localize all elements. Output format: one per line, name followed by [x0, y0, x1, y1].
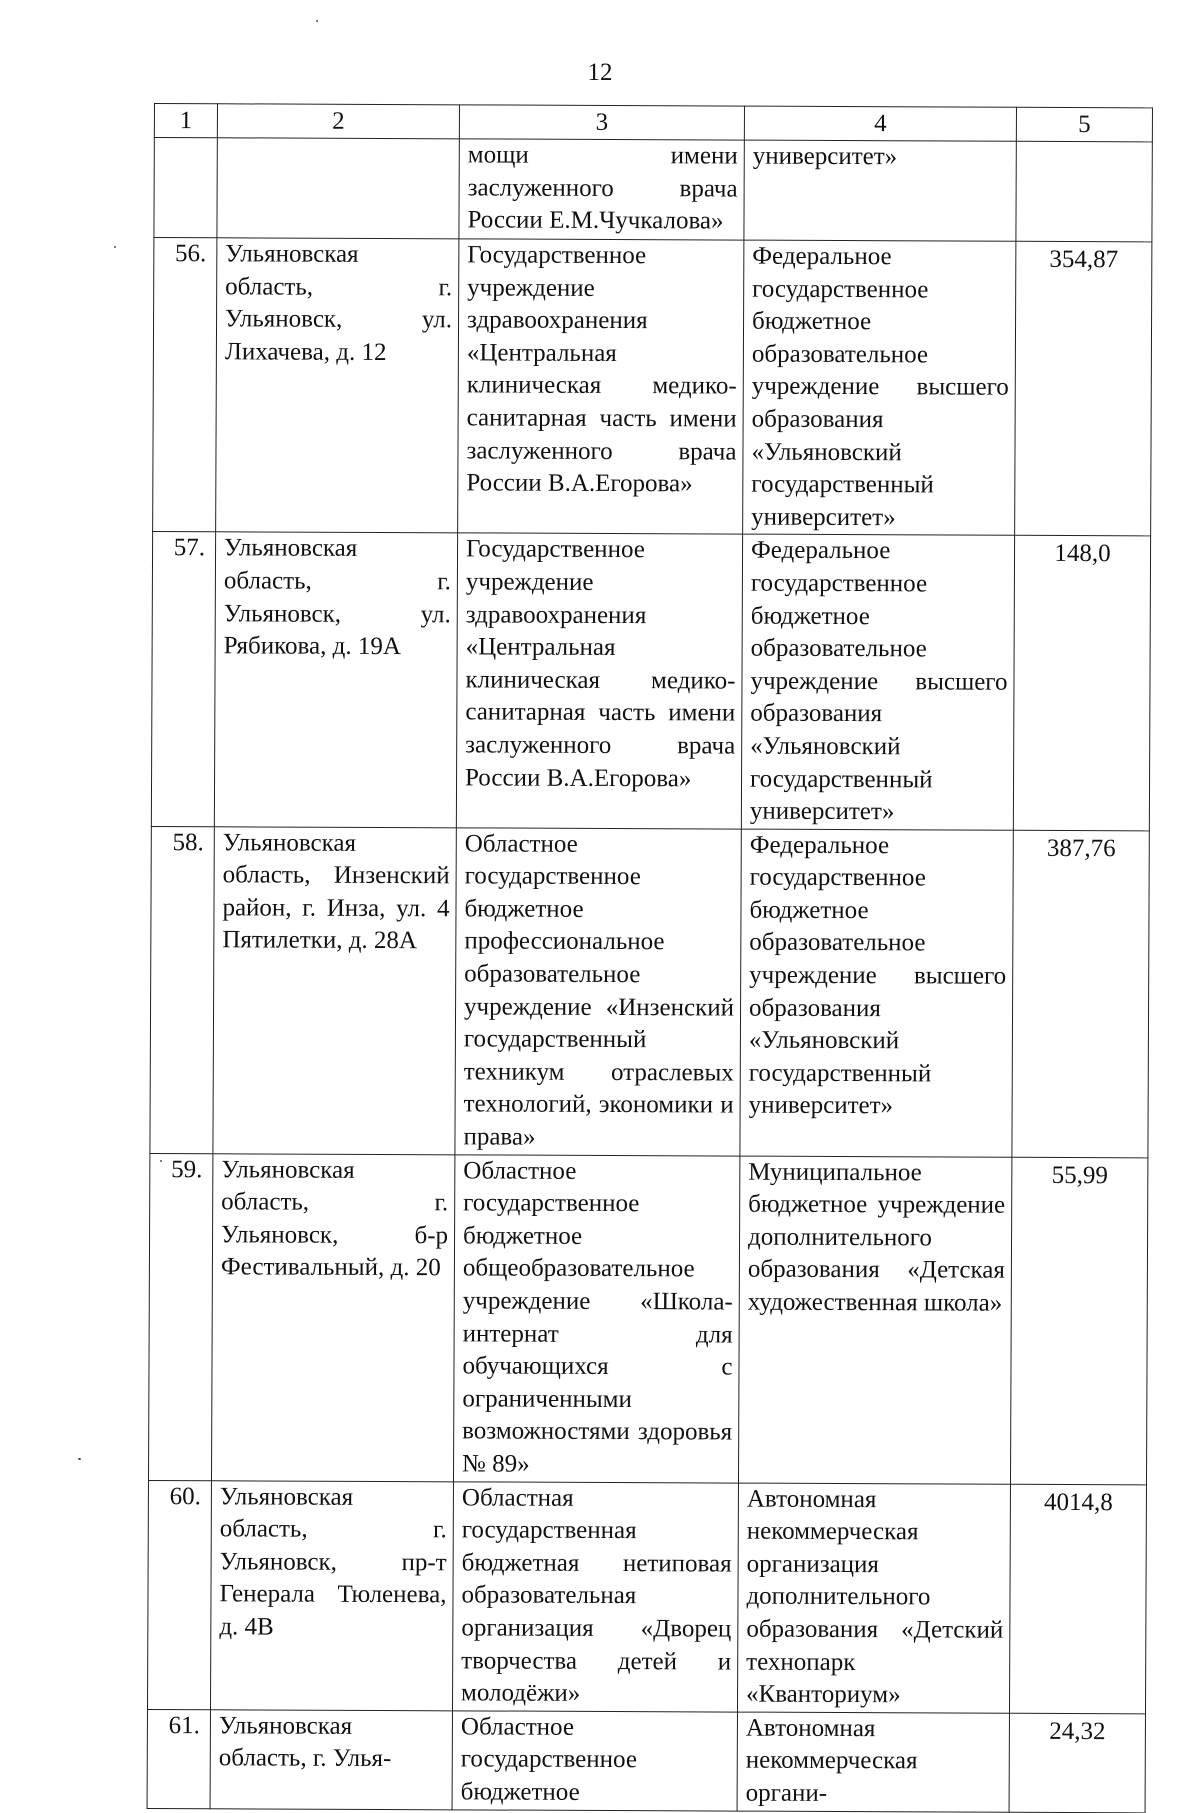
area-cell: 4014,8 — [1009, 1484, 1146, 1714]
column-header: 3 — [459, 105, 744, 140]
recipient-cell: Автономная некоммерческая организация дополнительного образования «Детский технопарк «Кванториум» — [737, 1483, 1010, 1713]
scan-speck — [114, 246, 116, 248]
address-cell: Ульяновская область, г. Ульяновск, ул. Лихачева, д. 12 — [216, 238, 459, 533]
column-header: 1 — [154, 104, 217, 138]
table-row — [147, 1480, 1146, 1714]
address-cell: Ульяновская область, Инзенский район, г. Инза, ул. 4 Пятилетки, д. 28А — [213, 826, 456, 1154]
recipient-cell: Федеральное государственное бюджетное образовательное учреждение высшего образования «Ульяновский государственный университет» — [741, 534, 1014, 830]
row-number: 58. — [150, 826, 214, 1153]
address-cell — [217, 138, 459, 239]
area-cell — [1016, 141, 1152, 242]
column-header: 5 — [1016, 107, 1152, 142]
area-cell: 55,99 — [1010, 1157, 1147, 1485]
address-cell: Ульяновская область, г. Улья- — [210, 1709, 452, 1809]
table-row — [148, 1153, 1147, 1484]
holder-cell: Государственное учреждение здравоохранения «Центральная клиническая медико-санитарная часть имени заслуженного врача России В.А.Егорова» — [458, 239, 744, 535]
area-cell: 354,87 — [1015, 241, 1152, 536]
column-header: 2 — [217, 104, 459, 139]
holder-cell: мощи имени заслуженного врача России Е.М.Чучкалова» — [459, 139, 744, 240]
row-number: 57. — [151, 532, 215, 827]
table-header-row — [154, 104, 1152, 142]
table-row — [147, 1709, 1145, 1812]
row-number: 60. — [147, 1480, 211, 1709]
holder-cell: Государственное учреждение здравоохранения «Центральная клиническая медико-санитарная часть имени заслуженного врача России В.А.Егорова» — [456, 533, 742, 829]
address-cell: Ульяновская область, г. Ульяновск, пр-т Генерала Тюленева, д. 4В — [210, 1480, 453, 1710]
scan-speck — [160, 1160, 162, 1162]
area-cell: 387,76 — [1012, 830, 1149, 1158]
page-number: 12 — [587, 59, 613, 86]
area-cell: 24,32 — [1009, 1713, 1145, 1812]
recipient-cell: Федеральное государственное бюджетное образовательное учреждение высшего образования «Ульяновский государственный университет» — [740, 829, 1013, 1157]
table-row — [150, 826, 1149, 1157]
row-number: 56. — [153, 238, 217, 533]
allocation-table — [147, 103, 1153, 1813]
row-number: 61. — [147, 1709, 210, 1808]
recipient-cell: Муниципальное бюджетное учреждение дополнительного образования «Детская художественная школа» — [738, 1156, 1011, 1484]
table-row — [154, 138, 1152, 242]
recipient-cell: университет» — [744, 140, 1016, 241]
area-cell: 148,0 — [1013, 536, 1150, 831]
holder-cell: Областная государственная бюджетная нетиповая образовательная организация «Дворец творчества детей и молодёжи» — [452, 1481, 738, 1711]
table-row — [153, 238, 1152, 537]
address-cell: Ульяновская область, г. Ульяновск, ул. Рябикова, д. 19А — [214, 532, 457, 827]
recipient-cell: Автономная некоммерческая органи- — [737, 1712, 1009, 1812]
holder-cell: Областное государственное бюджетное профессиональное образовательное учреждение «Инзенский государственный техникум отраслевых технологий, экономики и права» — [455, 828, 741, 1156]
table-row — [151, 532, 1150, 831]
row-number: 59. — [148, 1153, 212, 1480]
holder-cell: Областное государственное бюджетное — [452, 1711, 737, 1811]
address-cell: Ульяновская область, г. Ульяновск, б-р Фестивальный, д. 20 — [211, 1153, 454, 1481]
holder-cell: Областное государственное бюджетное общеобразовательное учреждение «Школа-интернат для обучающихся с ограниченными возможностями здоровья № 89» — [453, 1154, 739, 1482]
scan-speck — [78, 1458, 81, 1460]
scan-speck — [316, 20, 318, 22]
row-number — [154, 138, 217, 238]
recipient-cell: Федеральное государственное бюджетное образовательное учреждение высшего образования «Ульяновский государственный университет» — [743, 240, 1016, 536]
column-header: 4 — [744, 106, 1016, 141]
